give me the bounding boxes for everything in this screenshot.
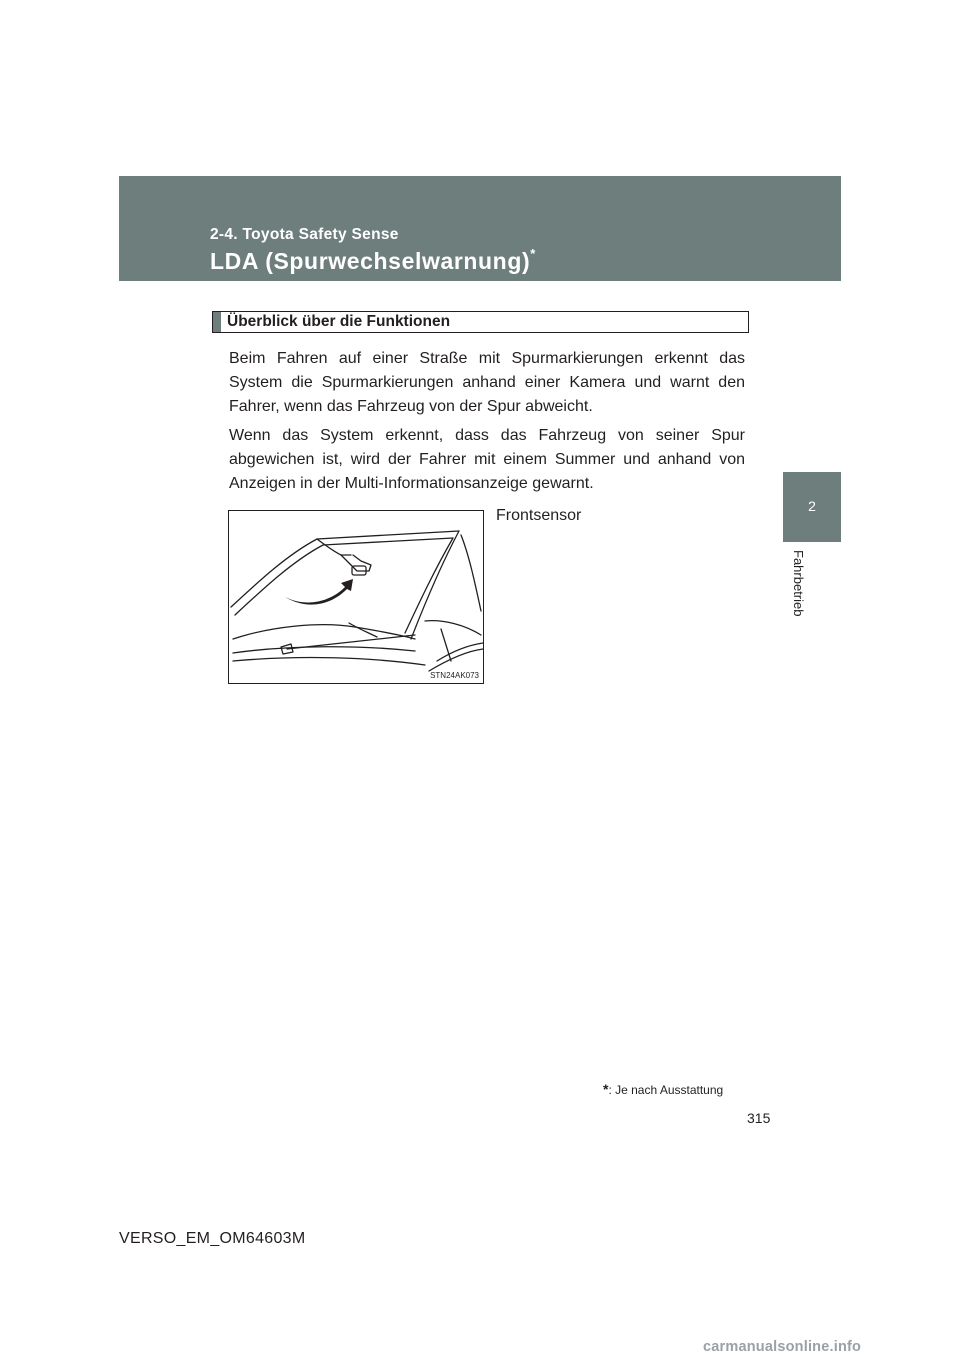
footnote <box>603 1081 723 1097</box>
topic-heading-bar <box>213 312 221 332</box>
watermark: carmanualsonline.info <box>703 1339 862 1355</box>
topic-heading-box <box>212 311 749 333</box>
footnote-text: : Je nach Ausstattung <box>608 1083 724 1097</box>
equipment-mark: * <box>530 246 536 262</box>
page-title-text: LDA (Spurwechselwarnung) <box>210 248 531 274</box>
figure-code: STN24AK073 <box>430 671 479 680</box>
document-code: VERSO_EM_OM64603M <box>119 1230 306 1247</box>
body-paragraph-2: Wenn das System erkennt, dass das Fahrzeug von seiner Spur abgewichen ist, wird der Fahrer mit einem Summer und anhand von Anzeigen in der Multi-Informationsanzeige gewarnt. <box>229 427 745 492</box>
footnote-mark: * <box>603 1081 609 1097</box>
topic-heading: Überblick über die Funktionen <box>227 313 451 330</box>
section-label: 2-4. Toyota Safety Sense <box>210 226 399 243</box>
chapter-tab <box>783 472 841 542</box>
figure-caption: Frontsensor <box>496 507 582 524</box>
windshield-drawing <box>229 511 483 683</box>
windshield-illustration <box>228 510 484 684</box>
chapter-label: Fahrbetrieb <box>791 550 806 617</box>
body-paragraph-1: Beim Fahren auf einer Straße mit Spurmarkierungen erkennt das System die Spurmarkierungen anhand einer Kamera und warnt den Fahrer, wenn das Fahrzeug von der Spur abweicht. <box>229 350 745 415</box>
page-number: 315 <box>747 1110 771 1126</box>
chapter-number: 2 <box>808 498 816 514</box>
page-title <box>210 248 536 275</box>
